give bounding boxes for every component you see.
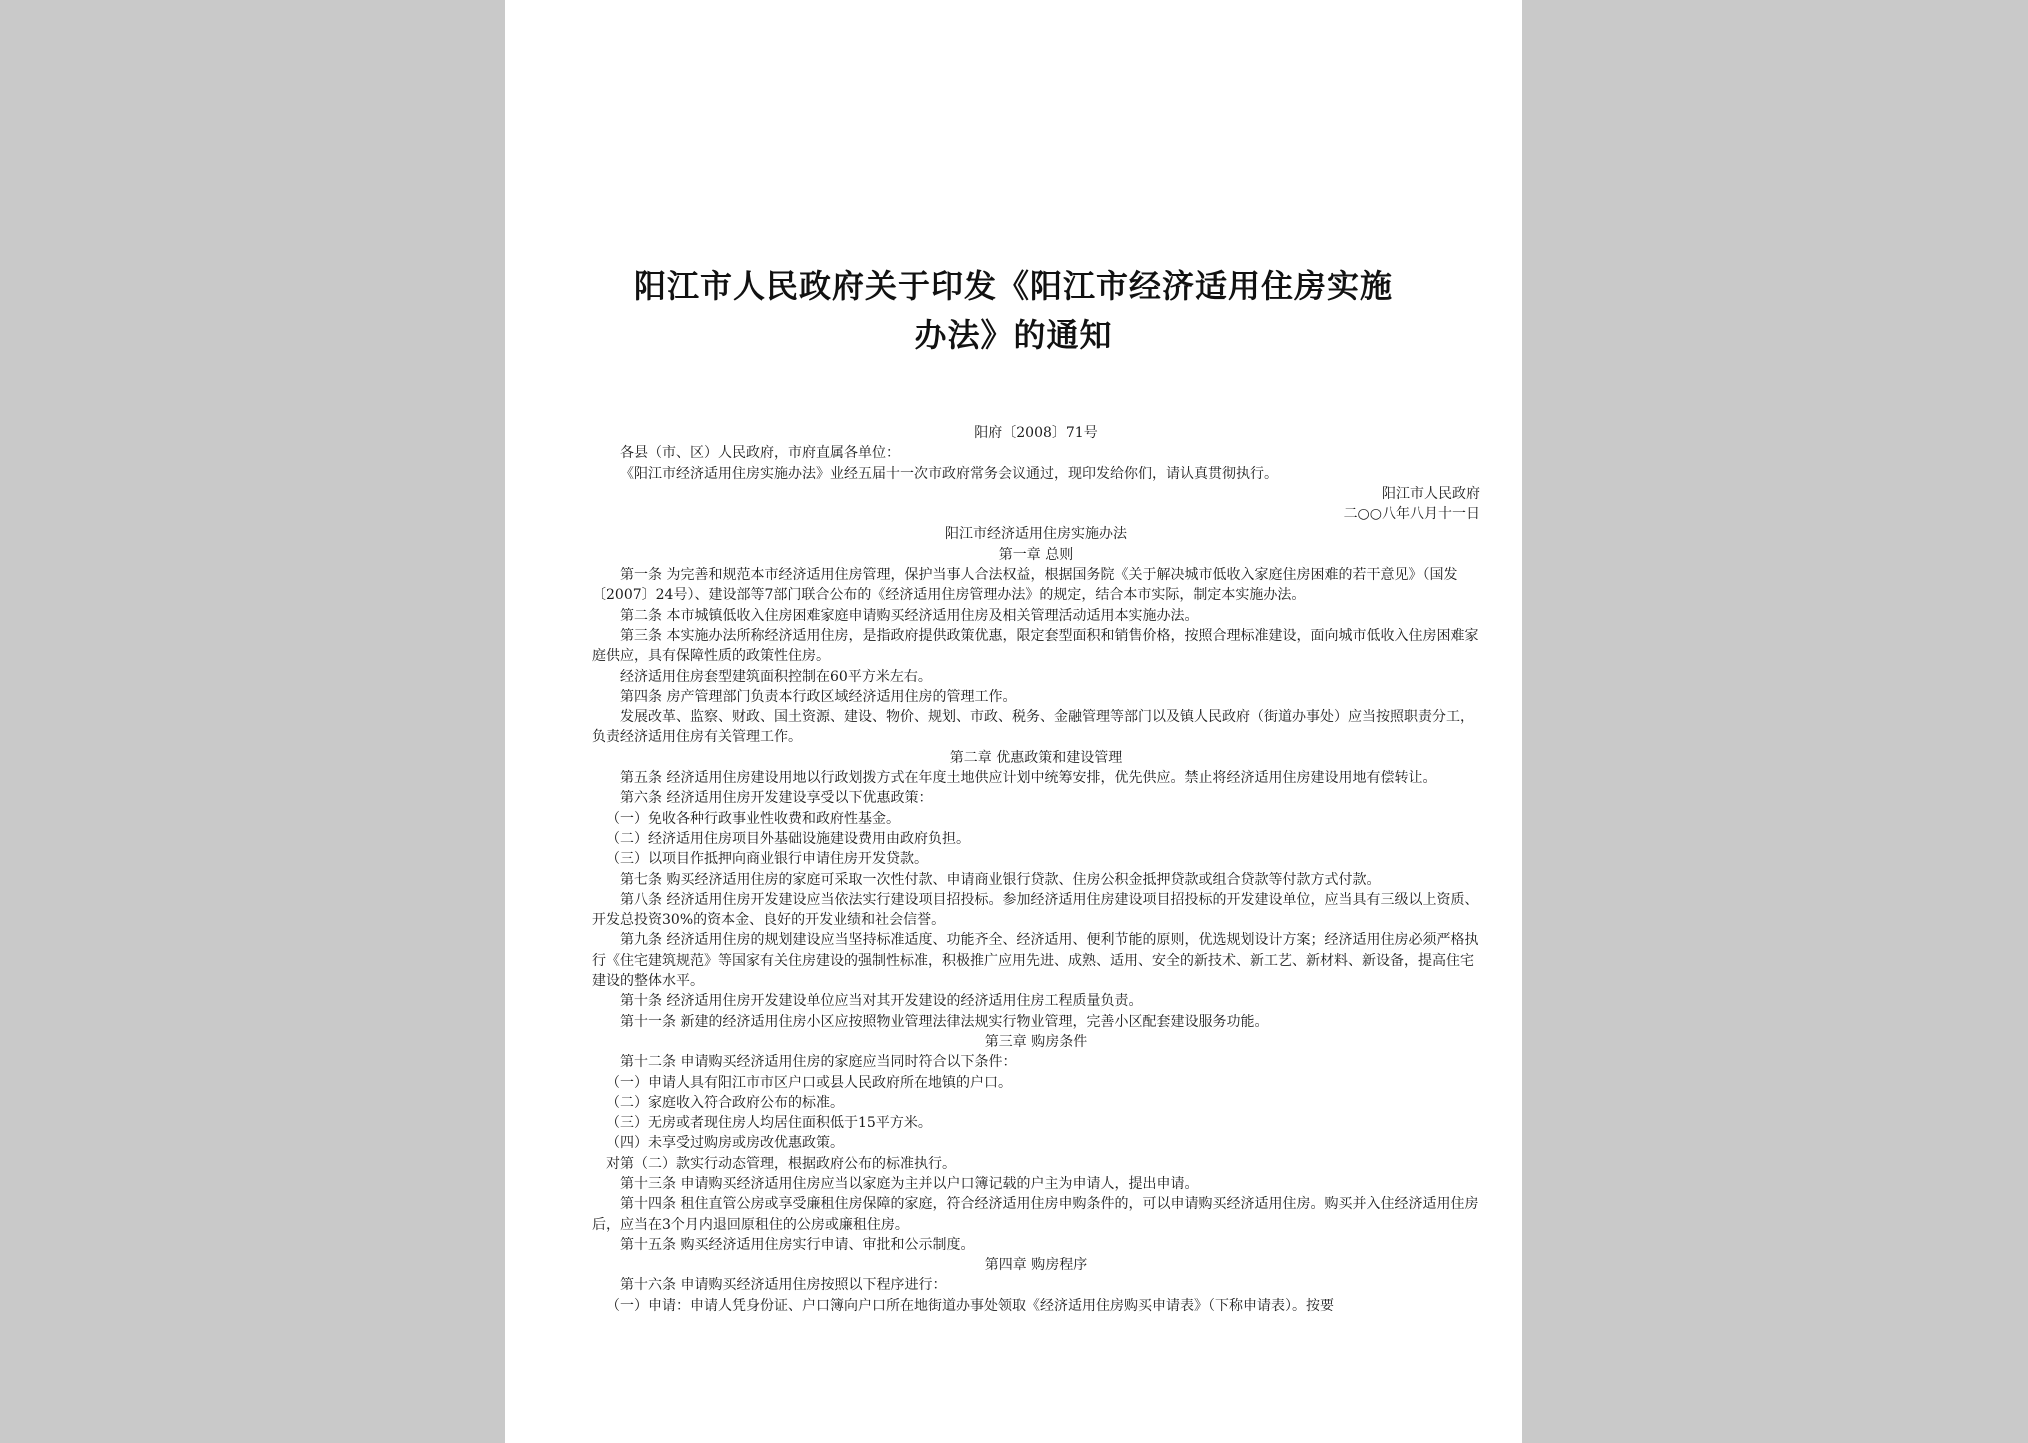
article: 第九条 经济适用住房的规划建设应当坚持标准适度、功能齐全、经济适用、便利节能的原则，优选规划设计方案；经济适用住房必须严格执行《住宅建筑规范》等国家有关住房建设的强制性标准，积极推广应用先进、成熟、适用、安全的新技术、新工艺、新材料、新设备，提高住宅建设的整体水平。 [592,932,1479,990]
intro-paragraph: 《阳江市经济适用住房实施办法》业经五届十一次市政府常务会议通过，现印发给你们，请认真贯彻执行。 [620,465,1278,482]
list-item: （四）未享受过购房或房改优惠政策。 [606,1135,844,1152]
addressee: 各县（市、区）人民政府，市府直属各单位： [620,445,900,462]
chapter-heading: 第一章 总则 [998,546,1074,563]
list-item: （三）无房或者现住房人均居住面积低于15平方米。 [606,1115,932,1132]
article: 发展改革、监察、财政、国土资源、建设、物价、规划、市政、税务、金融管理等部门以及镇人民政府（街道办事处）应当按照职责分工，负责经济适用住房有关管理工作。 [592,709,1474,746]
document-page [505,0,1522,1443]
article: 第十六条 申请购买经济适用住房按照以下程序进行： [620,1277,947,1294]
document-body [592,423,1480,1316]
list-item: （二）家庭收入符合政府公布的标准。 [606,1094,844,1111]
article: 第七条 购买经济适用住房的家庭可采取一次性付款、申请商业银行贷款、住房公积金抵押贷款或组合贷款等付款方式付款。 [620,871,1381,888]
article: 第二条 本市城镇低收入住房困难家庭申请购买经济适用住房及相关管理活动适用本实施办法。 [620,607,1199,624]
list-item: （二）经济适用住房项目外基础设施建设费用由政府负担。 [606,830,970,847]
article: 经济适用住房套型建筑面积控制在60平方米左右。 [620,668,932,685]
article: 第十一条 新建的经济适用住房小区应按照物业管理法律法规实行物业管理，完善小区配套建设服务功能。 [620,1013,1269,1030]
list-item: （三）以项目作抵押向商业银行申请住房开发贷款。 [606,851,928,868]
article: 第六条 经济适用住房开发建设享受以下优惠政策： [620,790,933,807]
doc-number: 阳府〔2008〕71号 [974,425,1098,441]
article: 第五条 经济适用住房建设用地以行政划拨方式在年度土地供应计划中统筹安排，优先供应。禁止将经济适用住房建设用地有偿转让。 [620,770,1437,787]
list-item: 对第（二）款实行动态管理，根据政府公布的标准执行。 [606,1155,956,1172]
article: 第十四条 租住直管公房或享受廉租住房保障的家庭，符合经济适用住房申购条件的，可以申请购买经济适用住房。购买并入住经济适用住房后，应当在3个月内退回原租住的公房或廉租住房。 [592,1196,1479,1233]
article: 第十三条 申请购买经济适用住房应当以家庭为主并以户口簿记载的户主为申请人，提出申请。 [620,1175,1199,1192]
article: 第三条 本实施办法所称经济适用住房，是指政府提供政策优惠，限定套型面积和销售价格，按照合理标准建设，面向城市低收入住房困难家庭供应，具有保障性质的政策性住房。 [592,627,1479,665]
article: 第十二条 申请购买经济适用住房的家庭应当同时符合以下条件： [620,1054,1017,1071]
article: 第十条 经济适用住房开发建设单位应当对其开发建设的经济适用住房工程质量负责。 [620,993,1143,1010]
list-item: （一）申请人具有阳江市市区户口或县人民政府所在地镇的户口。 [606,1074,1012,1091]
article: 第八条 经济适用住房开发建设应当依法实行建设项目招投标。参加经济适用住房建设项目招投标的开发建设单位，应当具有三级以上资质、开发总投资30%的资本金、良好的开发业绩和社会信誉。 [592,891,1479,929]
chapter-heading: 第四章 购房程序 [984,1257,1088,1274]
issuer: 阳江市人民政府 [1382,485,1480,502]
article: 第四条 房产管理部门负责本行政区域经济适用住房的管理工作。 [620,688,1017,705]
list-item: （一）申请：申请人凭身份证、户口簿向户口所在地街道办事处领取《经济适用住房购买申请表》（下称申请表）。按要 [606,1297,1334,1314]
chapter-heading: 第三章 购房条件 [984,1033,1088,1050]
chapter-heading: 第二章 优惠政策和建设管理 [949,749,1123,766]
measures-title: 阳江市经济适用住房实施办法 [945,526,1127,543]
list-item: （一）免收各种行政事业性收费和政府性基金。 [606,810,900,827]
title-line-2: 办法》的通知 [914,316,1113,354]
article: 第一条 为完善和规范本市经济适用住房管理，保护当事人合法权益，根据国务院《关于解决城市低收入家庭住房困难的若干意见》（国发〔2007〕24号）、建设部等7部门联合公布的《经济适用住房管理办法》的规定，结合本市实际，制定本实施办法。 [592,567,1458,604]
title-line-1: 阳江市人民政府关于印发《阳江市经济适用住房实施 [633,267,1393,305]
article: 第十五条 购买经济适用住房实行申请、审批和公示制度。 [620,1236,975,1253]
page-title [545,262,1482,360]
issue-date: 二○○八年八月十一日 [1343,506,1480,523]
